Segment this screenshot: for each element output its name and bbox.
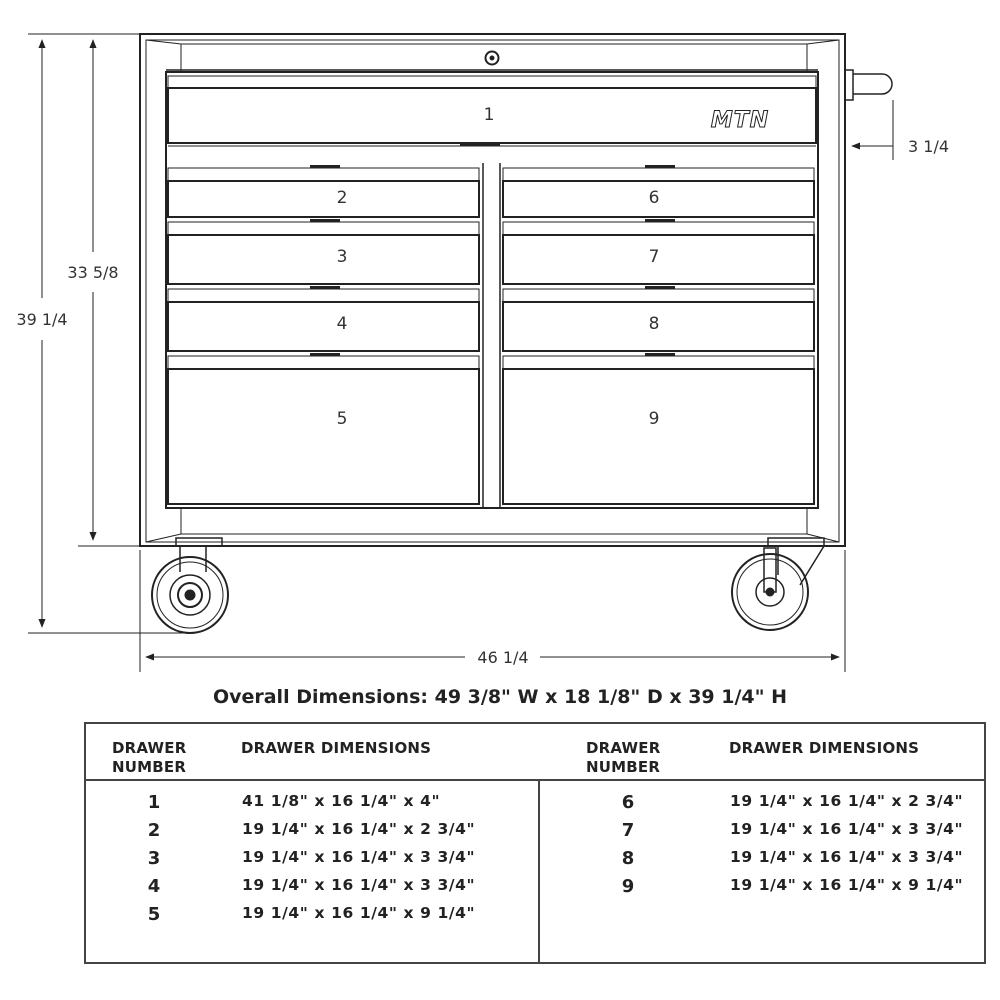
table-right-column [560, 724, 986, 962]
row-dims: 19 1/4" x 16 1/4" x 3 3/4" [242, 876, 476, 894]
dimension-cabinet-height [78, 40, 140, 546]
right-caster [732, 538, 824, 630]
header-drawer-dimensions: DRAWER DIMENSIONS [241, 739, 432, 757]
row-number: 6 [621, 792, 635, 813]
header-drawer-number [112, 739, 186, 777]
header-number-line2: NUMBER [586, 758, 661, 776]
cabinet-height-label: 33 5/8 [67, 263, 119, 282]
overall-dimensions-title: Overall Dimensions: 49 3/8" W x 18 1/8" D x 39 1/4" H [212, 686, 788, 708]
overall-height-label: 39 1/4 [16, 310, 68, 329]
row-number: 3 [147, 848, 161, 869]
drawer-label-4: 4 [336, 314, 348, 334]
row-dims: 19 1/4" x 16 1/4" x 9 1/4" [242, 904, 476, 922]
drawer-label-5: 5 [336, 409, 348, 429]
row-number: 4 [147, 876, 161, 897]
row-dims: 19 1/4" x 16 1/4" x 9 1/4" [730, 876, 964, 894]
row-number: 8 [621, 848, 635, 869]
slide-tabs [310, 143, 675, 356]
drawer-label-6: 6 [648, 188, 660, 208]
drawer-label-3: 3 [336, 247, 348, 267]
row-dims: 19 1/4" x 16 1/4" x 2 3/4" [730, 792, 964, 810]
drawer-label-7: 7 [648, 247, 660, 267]
side-handle [845, 70, 892, 100]
brand-logo: MTN [710, 108, 770, 133]
row-dims: 19 1/4" x 16 1/4" x 3 3/4" [730, 820, 964, 838]
lock-icon [486, 52, 499, 65]
drawer-3 [168, 222, 479, 284]
row-number: 9 [621, 876, 635, 897]
drawer-dimensions-table [84, 722, 986, 964]
header-number-line2: NUMBER [112, 758, 187, 776]
drawer-label-2: 2 [336, 188, 348, 208]
table-column-divider [538, 780, 540, 962]
row-number: 7 [621, 820, 635, 841]
row-number: 1 [147, 792, 161, 813]
header-number-line1: DRAWER [586, 739, 661, 757]
drawer-4 [168, 289, 479, 351]
drawer-label-1: 1 [483, 105, 495, 125]
row-dims: 19 1/4" x 16 1/4" x 2 3/4" [242, 820, 476, 838]
cabinet-width-label: 46 1/4 [477, 648, 529, 667]
header-drawer-dimensions: DRAWER DIMENSIONS [729, 739, 920, 757]
drawer-2 [168, 168, 479, 217]
row-number: 2 [147, 820, 161, 841]
drawer-5 [168, 356, 479, 504]
left-caster [152, 538, 228, 633]
row-dims: 41 1/8" x 16 1/4" x 4" [242, 792, 441, 810]
header-number-line1: DRAWER [112, 739, 187, 757]
drawer-9 [503, 356, 814, 504]
row-dims: 19 1/4" x 16 1/4" x 3 3/4" [730, 848, 964, 866]
drawer-label-8: 8 [648, 314, 660, 334]
table-left-column [86, 724, 538, 962]
header-drawer-number [586, 739, 660, 777]
dimension-handle-depth [852, 100, 893, 160]
row-dims: 19 1/4" x 16 1/4" x 3 3/4" [242, 848, 476, 866]
drawer-label-9: 9 [648, 409, 660, 429]
row-number: 5 [147, 904, 161, 925]
handle-depth-label: 3 1/4 [908, 137, 950, 156]
